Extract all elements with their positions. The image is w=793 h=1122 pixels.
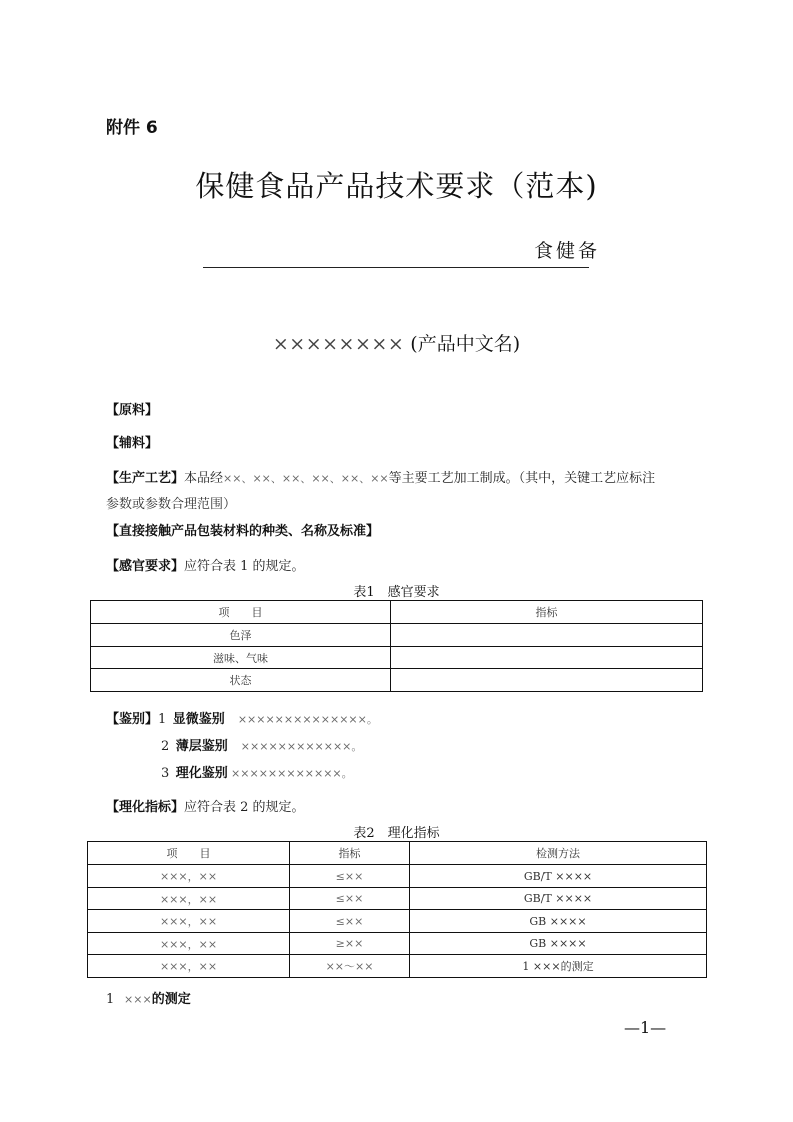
table-cell: GB ××××: [410, 910, 707, 933]
table-row: [88, 933, 707, 955]
table-header-cell: 指标: [391, 601, 703, 624]
table-cell: [391, 624, 703, 647]
ident-item-name: 显微鉴别: [172, 712, 225, 727]
table-cell: ≥××: [290, 933, 410, 955]
table-row: [88, 888, 707, 910]
table-cell: 状态: [91, 669, 391, 692]
table-cell: GB/T ××××: [410, 888, 707, 910]
table-row: [91, 624, 703, 647]
table-cell: [391, 647, 703, 669]
table-cell: ×××，××: [88, 933, 290, 955]
table2-caption: 表2 理化指标: [353, 826, 440, 841]
section-packaging: [106, 520, 379, 539]
table-cell: 1 ×××的测定: [410, 955, 707, 978]
table-header-row: [91, 601, 703, 624]
process-text-line2-wrap: [106, 493, 236, 512]
section-raw-materials: [106, 399, 158, 418]
table1-caption: 表1 感官要求: [353, 585, 440, 600]
table-cell: 滋味、气味: [91, 647, 391, 669]
table-header-cell: 指标: [290, 842, 410, 865]
table-header-cell: 检测方法: [410, 842, 707, 865]
table-header-cell: 项 目: [91, 601, 391, 624]
table-row: [88, 910, 707, 933]
table-cell: ≤××: [290, 888, 410, 910]
ident-item-2: [161, 735, 362, 754]
table-cell: ≤××: [290, 865, 410, 888]
ident-item-value: ××××××××××××××。: [237, 713, 378, 726]
section-heading: 【生产工艺】: [106, 471, 185, 486]
section-identification: [106, 708, 378, 727]
footnote-text: 的测定: [151, 992, 191, 1007]
table-row: [91, 669, 703, 692]
registration-prefix: 食健备: [534, 240, 601, 262]
registration-number-line: [203, 267, 589, 268]
table2-physicochemical: [87, 841, 707, 978]
document-title: 保健食品产品技术要求（范本): [195, 169, 598, 203]
table-cell: ×××，××: [88, 955, 290, 978]
table-cell: GB ××××: [410, 933, 707, 955]
table-cell: ×××，××: [88, 888, 290, 910]
ident-item-value: ××××××××××××。: [240, 740, 363, 753]
table-row: [88, 955, 707, 978]
section-sensory: [106, 555, 305, 574]
table-cell: ×××，××: [88, 910, 290, 933]
section-heading: 【原料】: [106, 403, 159, 418]
footnote: [106, 988, 191, 1007]
section-heading: 【感官要求】: [106, 559, 185, 574]
section-heading: 【理化指标】: [106, 800, 185, 815]
process-text-line2: 参数或参数合理范围）: [106, 497, 237, 512]
process-steps-placeholder: ××、××、××、××、××、××: [223, 472, 389, 485]
ident-item-num: 2: [161, 739, 170, 754]
section-production-process: [106, 467, 655, 486]
table-cell: ×××，××: [88, 865, 290, 888]
ident-item-num: 1: [158, 712, 167, 727]
section-heading: 【辅料】: [106, 436, 159, 451]
ident-item-num: 3: [161, 766, 170, 781]
section-auxiliary-materials: [106, 432, 158, 451]
ident-item-name: 理化鉴别: [175, 766, 228, 781]
table-cell: GB/T ××××: [410, 865, 707, 888]
ident-item-3: [161, 762, 353, 781]
page-number: —1—: [624, 1018, 667, 1037]
section-heading: 【直接接触产品包装材料的种类、名称及标准】: [106, 524, 380, 539]
table-row: [91, 647, 703, 669]
product-name-placeholder: ××××××××: [272, 333, 405, 355]
table-cell: ≤××: [290, 910, 410, 933]
attachment-label: 附件 6: [106, 118, 158, 138]
table-cell: ××～××: [290, 955, 410, 978]
process-text-b: 等主要工艺加工制成。（其中，关键工艺应标注: [388, 471, 656, 486]
sensory-text: 应符合表 1 的规定。: [184, 559, 305, 574]
table-header-row: [88, 842, 707, 865]
footnote-num: 1: [106, 992, 115, 1007]
ident-item-value: ××××××××××××。: [231, 767, 353, 780]
process-text-a: 本品经: [184, 471, 224, 486]
footnote-placeholder: ×××: [124, 993, 152, 1006]
section-heading: 【鉴别】: [106, 712, 159, 727]
product-name: [0, 329, 793, 356]
product-name-label: (产品中文名): [410, 333, 521, 355]
section-physicochemical: [106, 796, 305, 815]
table1-sensory: [90, 600, 703, 692]
physicochemical-text: 应符合表 2 的规定。: [184, 800, 305, 815]
table-cell: [391, 669, 703, 692]
table-row: [88, 865, 707, 888]
table-header-cell: 项 目: [88, 842, 290, 865]
ident-item-name: 薄层鉴别: [175, 739, 228, 754]
table-cell: 色泽: [91, 624, 391, 647]
